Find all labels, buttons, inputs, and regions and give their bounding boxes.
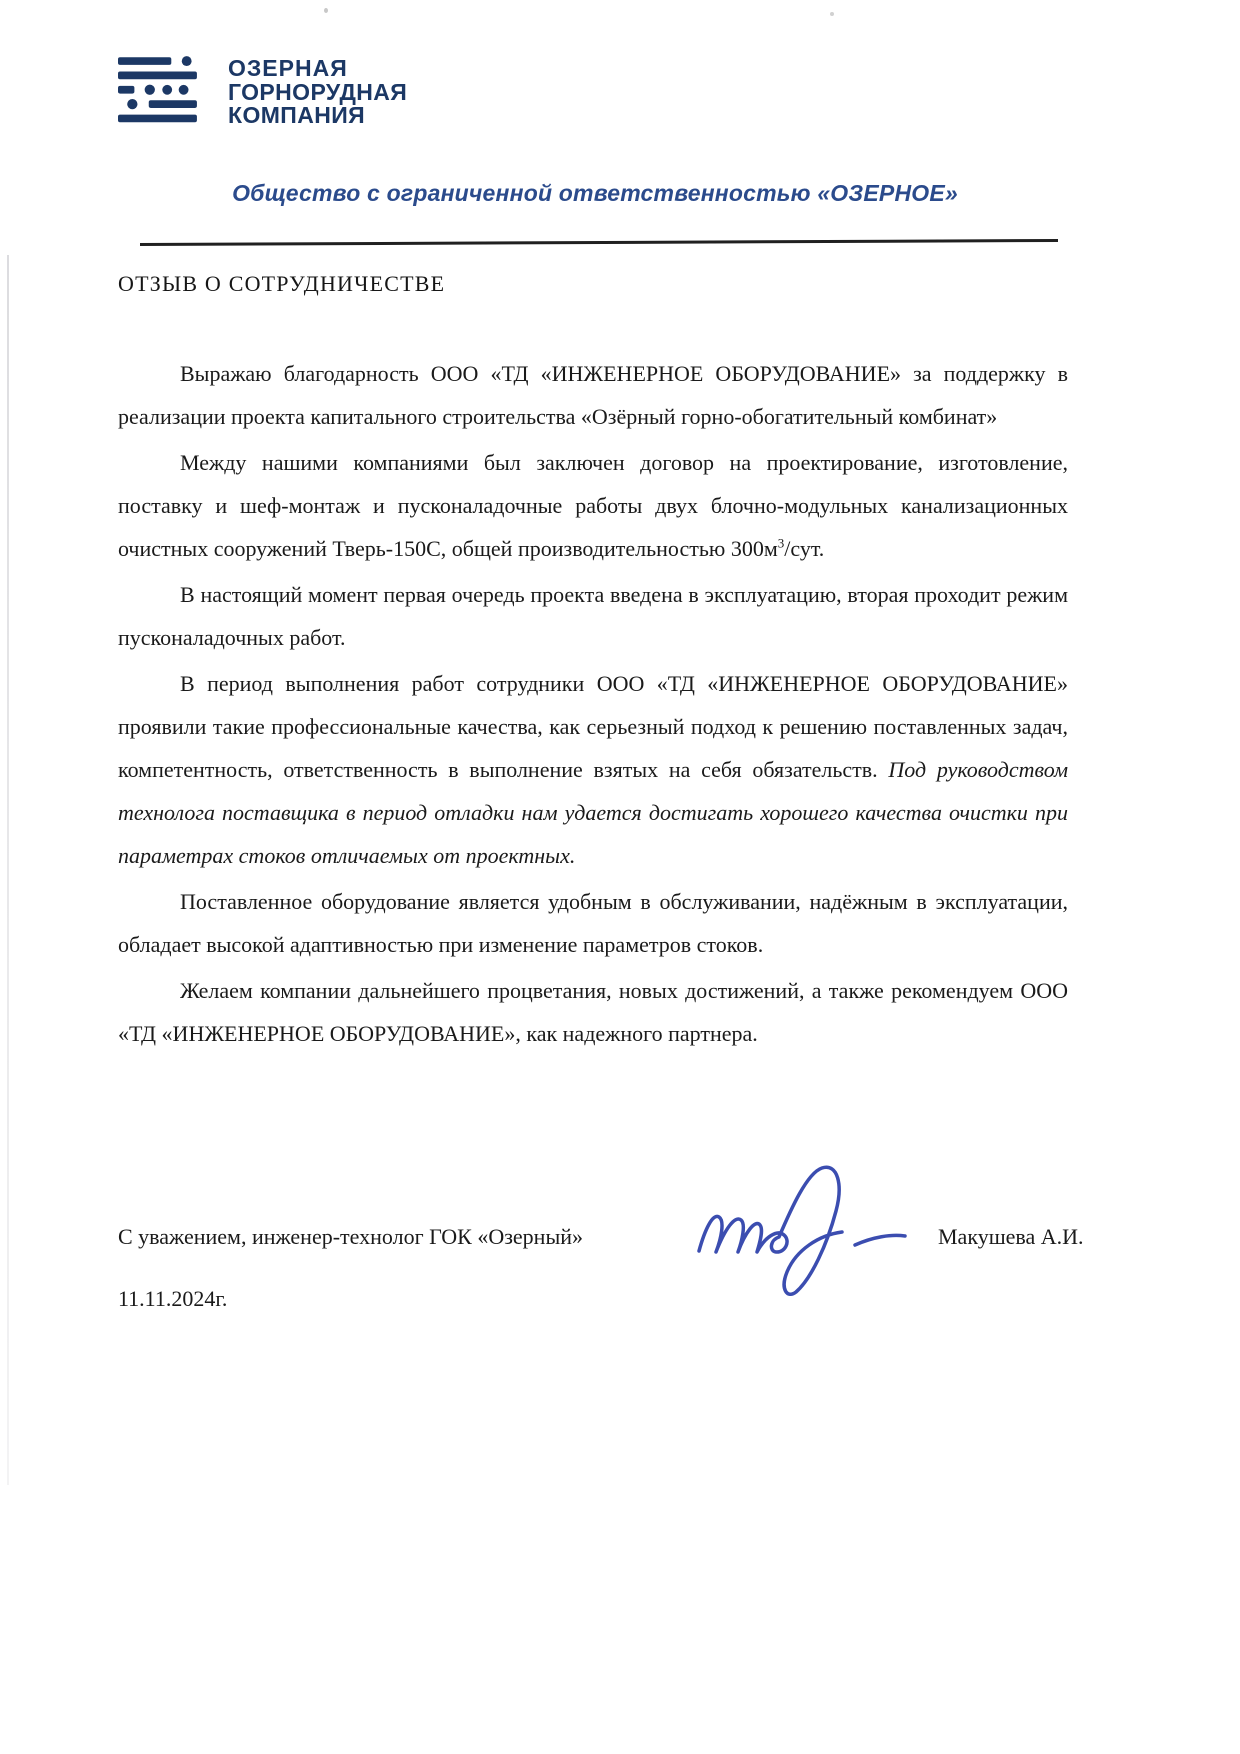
document-heading: ОТЗЫВ О СОТРУДНИЧЕСТВЕ bbox=[118, 271, 446, 296]
superscript-cubic: 3 bbox=[777, 535, 785, 551]
paragraph-text: Выражаю благодарность ООО «ТД «ИНЖЕНЕРНОЕ ОБОРУДОВАНИЕ» за поддержку в реализации проекта капитального строительства «Озёрный горно-обогатительный комбинат» bbox=[118, 361, 1068, 429]
horizontal-rule bbox=[140, 239, 1058, 246]
paragraph-qualities bbox=[118, 662, 1068, 877]
paragraph-recommendation: Желаем компании дальнейшего процветания, новых достижений, а также рекомендуем ООО «ТД «ИНЖЕНЕРНОЕ ОБОРУДОВАНИЕ», как надежного партнера. bbox=[118, 978, 1068, 1046]
paragraph-text: /сут. bbox=[784, 536, 825, 561]
paragraph-text: Между нашими компаниями был заключен договор на проектирование, изготовление, поставку и шеф-монтаж и пусконаладочные работы двух блочно-модульных канализационных очистных сооружений Тверь-150С, общей производительностью 300м bbox=[118, 450, 1068, 561]
handwritten-signature bbox=[685, 1155, 965, 1315]
document-date: 11.11.2024г. bbox=[118, 1286, 228, 1311]
paragraph-italic-text: Под руководством технолога поставщика в период отладки нам удается достигать хорошего качества очистки при параметрах стоков отличаемых от проектных. bbox=[118, 757, 1069, 868]
logo-text-line2: ГОРНОРУДНАЯ bbox=[228, 78, 408, 105]
paragraph-gratitude bbox=[118, 352, 1068, 438]
letter-body bbox=[118, 352, 1068, 1058]
logo-mark-icon bbox=[118, 55, 200, 125]
logo-text bbox=[228, 55, 407, 128]
paragraph-equipment: Поставленное оборудование является удобным в обслуживании, надёжным в эксплуатации, обладает высокой адаптивностью при изменение параметров стоков. bbox=[118, 889, 1068, 957]
logo-text-line1: ОЗЕРНАЯ bbox=[228, 55, 348, 81]
signer-name: Макушева А.И. bbox=[938, 1224, 1084, 1249]
logo-text-line3: КОМПАНИЯ bbox=[228, 102, 366, 128]
paragraph-status: В настоящий момент первая очередь проекта введена в эксплуатацию, вторая проходит режим пусконаладочных работ. bbox=[118, 582, 1068, 650]
signature-closing: С уважением, инженер-технолог ГОК «Озерный» bbox=[118, 1224, 584, 1249]
scan-speck bbox=[324, 8, 328, 13]
org-title: Общество с ограниченной ответственностью «ОЗЕРНОЕ» bbox=[232, 180, 958, 206]
scan-speck bbox=[830, 12, 834, 16]
company-logo bbox=[118, 55, 407, 128]
scan-edge-artifact bbox=[7, 255, 9, 1485]
paragraph-text: В период выполнения работ сотрудники ООО «ТД «ИНЖЕНЕРНОЕ ОБОРУДОВАНИЕ» проявили такие профессиональные качества, как серьезный подход к решению поставленных задач, компетентность, ответственность в выполнение взятых на себя обязательств. bbox=[118, 671, 1068, 782]
paragraph-contract bbox=[118, 441, 1068, 570]
